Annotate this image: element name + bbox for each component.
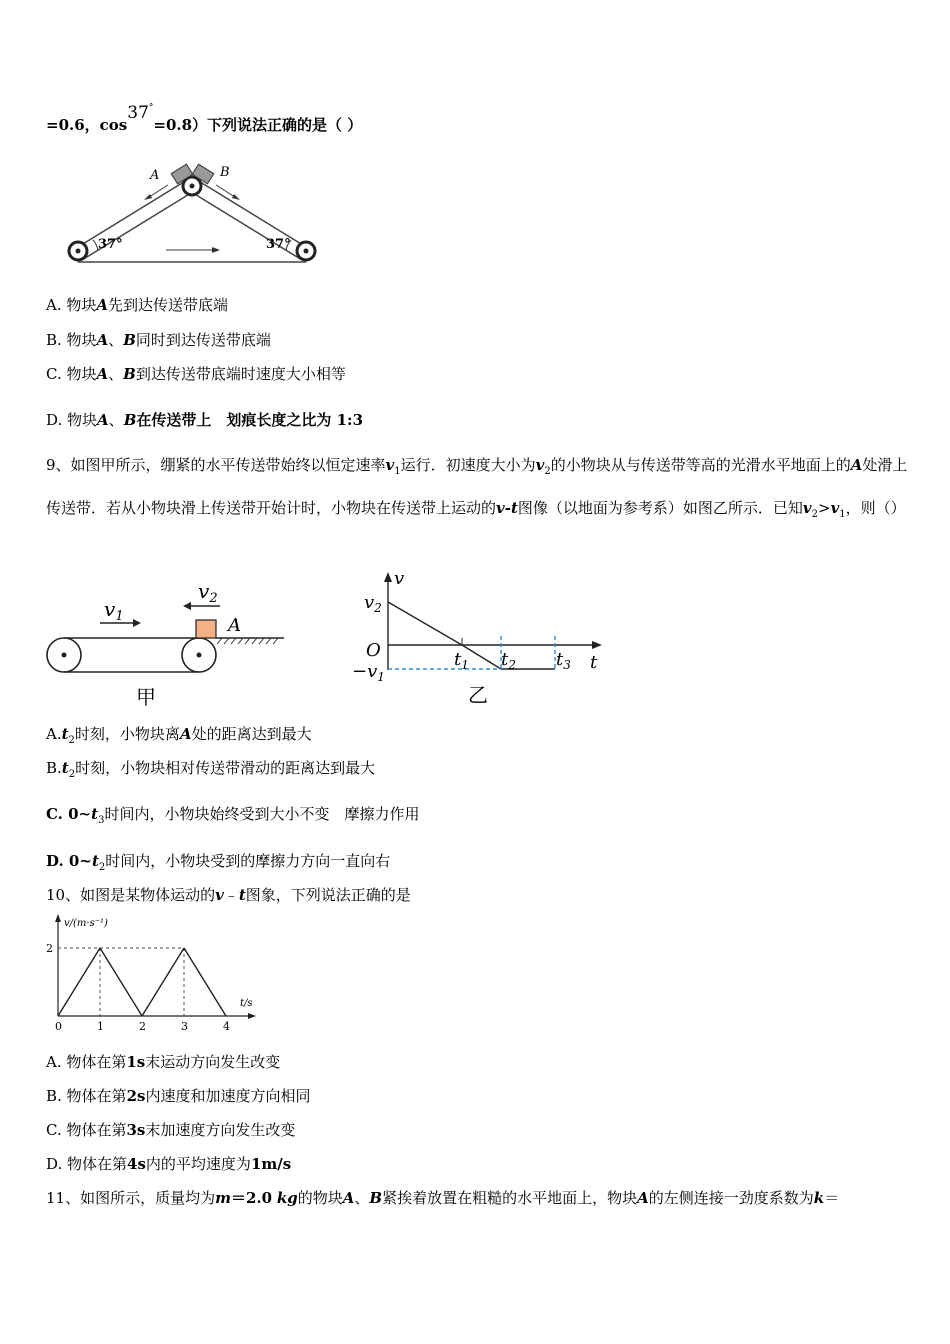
q10-option-a[interactable]: A. 物体在第1s末运动方向发生改变: [46, 1053, 281, 1071]
belt-left-upper: [78, 180, 187, 247]
q10-series-segment: [184, 948, 226, 1016]
q10-x-tick: 2: [139, 1020, 146, 1033]
angle-right: 37°: [266, 237, 291, 252]
q10-option-d[interactable]: D. 物体在第4s内的平均速度为1m/s: [46, 1155, 292, 1173]
angle-left: 37°: [98, 237, 123, 252]
q10-x-tick: 1: [97, 1020, 104, 1033]
q9-option-c[interactable]: C. $0\sim t_3$时间内，小物块始终受到大小不变 摩擦力作用: [46, 805, 420, 826]
q10-y-axis-label: v/(m·s⁻¹): [64, 918, 108, 929]
label-b: B: [220, 165, 230, 180]
block-a-label: A: [228, 615, 241, 636]
q8-option-b[interactable]: B. 物块A、B同时到达传送带底端: [46, 331, 271, 349]
q8-option-a[interactable]: A. 物块A先到达传送带底端: [46, 296, 229, 314]
t2-label: $t_2$: [501, 649, 516, 672]
q9-figure-jia: [44, 578, 294, 708]
label-a: A: [150, 168, 160, 183]
origin-label: O: [366, 640, 381, 661]
q10-series-segment: [142, 948, 184, 1016]
q9-option-b[interactable]: $B.t_2$时刻，小物块相对传送带滑动的距离达到最大: [46, 759, 376, 780]
q8-option-c[interactable]: C. 物块A、B到达传送带底端时速度大小相等: [46, 365, 346, 383]
q10-option-c[interactable]: C. 物体在第3s末加速度方向发生改变: [46, 1121, 296, 1139]
axis-t-label: t: [590, 652, 598, 673]
q9-stem: 9、如图甲所示，绷紧的水平传送带始终以恒定速率$v_1$运行．初速度大小为$v_2$的小物块从与传送带等高的光滑水平地面上的A处滑上传送带．若从小物块滑上传送带开始计时，小物块在传送带上运动的v-t图像（以地面为参考系）如图乙所示．已知$v_2>v_1$，则（）: [46, 456, 908, 520]
v2-tick-label: $v_2$: [364, 592, 382, 615]
q9-option-d[interactable]: D. $0\sim t_2$时间内，小物块受到的摩擦力方向一直向右: [46, 852, 391, 873]
q10-vt-chart: [42, 910, 272, 1035]
q10-x-axis-label: t/s: [240, 998, 253, 1009]
q10-x-tick: 4: [223, 1020, 230, 1033]
caption-jia: 甲: [136, 685, 156, 709]
q8-stem: =0.6，cos37°=0.8）下列说法正确的是（ ）: [46, 103, 363, 134]
q9-figure-yi: [350, 570, 610, 710]
t3-label: $t_3$: [556, 649, 571, 672]
q8-option-d[interactable]: D. 物块A、B在传送带上 划痕长度之比为 1:3: [46, 411, 364, 429]
q8-conveyor-figure: [58, 152, 348, 282]
axis-v-label: v: [394, 568, 405, 589]
q10-stem: 10、如图是某物体运动的v﹣t图象，下列说法正确的是: [46, 886, 411, 904]
q10-x-tick: 0: [55, 1020, 62, 1033]
q10-x-tick: 3: [181, 1020, 188, 1033]
vt-line-decel: [388, 602, 462, 645]
q10-y-tick: 2: [46, 942, 53, 955]
v1-label: $v_1$: [104, 597, 124, 624]
q9-option-a[interactable]: $A.t_2$时刻，小物块离A处的距离达到最大: [46, 725, 312, 746]
q10-series-segment: [100, 948, 142, 1016]
q11-stem: 11、如图所示，质量均为m＝2.0 kg的物块A、B紧挨着放置在粗糙的水平地面上，物块A的左侧连接一劲度系数为k＝: [46, 1189, 840, 1207]
q10-series-segment: [58, 948, 100, 1016]
neg-v1-tick-label: $-v_1$: [352, 661, 385, 684]
v2-label: $v_2$: [198, 579, 218, 606]
q10-option-b[interactable]: B. 物体在第2s内速度和加速度方向相同: [46, 1087, 311, 1105]
t1-label: $t_1$: [454, 649, 469, 672]
block-a: [196, 620, 216, 638]
caption-yi: 乙: [468, 683, 488, 707]
